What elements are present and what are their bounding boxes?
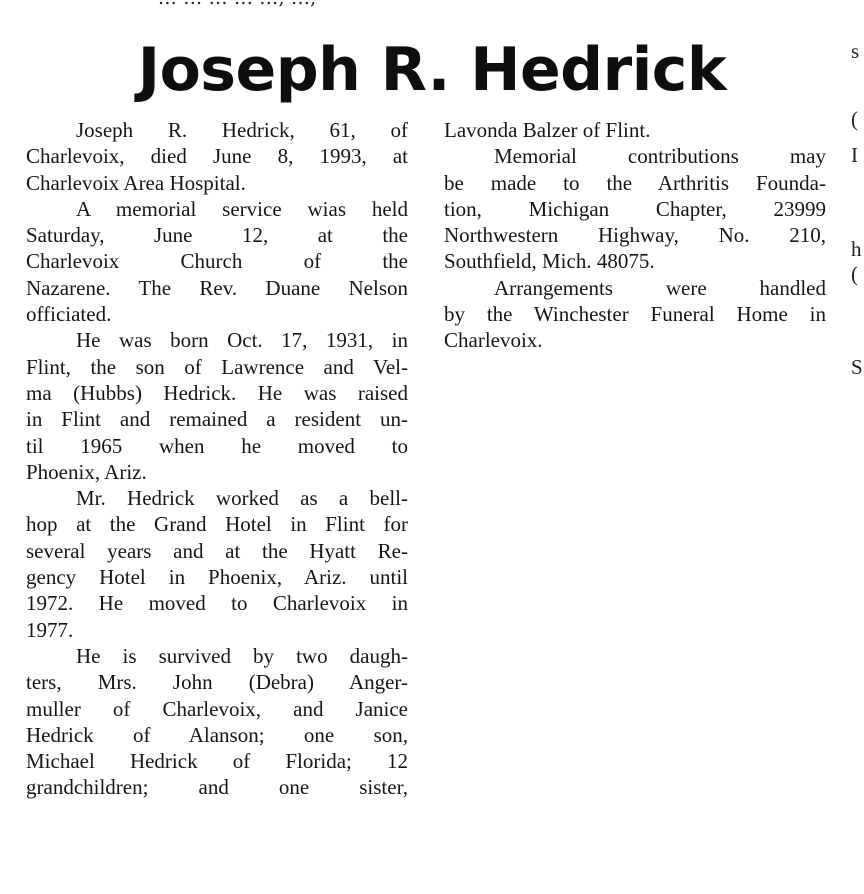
obituary-paragraph-arrangements xyxy=(444,275,826,354)
text-line: ters, Mrs. John (Debra) Anger- xyxy=(26,670,408,695)
text-line: He was born Oct. 17, 1931, in xyxy=(76,328,408,353)
text-line: grandchildren; and one sister, xyxy=(26,775,408,800)
obituary-paragraph-survivors-continued xyxy=(444,117,826,143)
text-line: Memorial contributions may xyxy=(494,144,826,169)
text-line: Saturday, June 12, at the xyxy=(26,223,408,248)
obituary-headline: Joseph R. Hedrick xyxy=(137,35,727,105)
obituary-paragraph-memorial-contributions xyxy=(444,143,826,274)
text-line: A memorial service wias held xyxy=(76,196,408,221)
text-line: Northwestern Highway, No. 210, xyxy=(444,223,826,248)
obituary-paragraph-birth xyxy=(26,327,408,485)
text-line: gency Hotel in Phoenix, Ariz. until xyxy=(26,565,408,590)
text-line: hop at the Grand Hotel in Flint for xyxy=(26,512,408,537)
edge-fragment: I xyxy=(851,143,858,167)
text-line: 1977. xyxy=(26,617,74,642)
text-line: be made to the Arthritis Founda- xyxy=(444,170,826,195)
text-line: Lavonda Balzer of Flint. xyxy=(444,118,651,142)
text-line: Nazarene. The Rev. Duane Nelson xyxy=(26,275,408,300)
text-line: Joseph R. Hedrick, 61, of xyxy=(76,118,408,142)
text-line: Michael Hedrick of Florida; 12 xyxy=(26,749,408,774)
edge-fragment: ( xyxy=(851,107,858,131)
text-line: tion, Michigan Chapter, 23999 xyxy=(444,196,826,221)
text-line: Hedrick of Alanson; one son, xyxy=(26,722,408,747)
text-line: Charlevoix. xyxy=(444,328,543,353)
obituary-paragraph-survivors xyxy=(26,643,408,801)
text-line: Phoenix, Ariz. xyxy=(26,459,147,484)
edge-fragment: S xyxy=(851,355,863,379)
edge-fragment: h xyxy=(851,237,862,261)
text-line: muller of Charlevoix, and Janice xyxy=(26,696,408,721)
text-line: Mr. Hedrick worked as a bell- xyxy=(76,486,408,511)
text-line: til 1965 when he moved to xyxy=(26,433,408,458)
text-line: several years and at the Hyatt Re- xyxy=(26,538,408,563)
text-line: Southfield, Mich. 48075. xyxy=(444,249,655,274)
text-line: He is survived by two daugh- xyxy=(76,643,408,668)
edge-fragment: s xyxy=(851,39,860,63)
text-line: officiated. xyxy=(26,302,112,327)
obituary-left-column xyxy=(26,117,408,801)
obituary-paragraph-memorial-service xyxy=(26,196,408,327)
text-line: Arrangements were handled xyxy=(494,275,826,300)
text-line: Flint, the son of Lawrence and Vel- xyxy=(26,354,408,379)
text-line: by the Winchester Funeral Home in xyxy=(444,302,826,327)
text-line: in Flint and remained a resident un- xyxy=(26,407,408,432)
obituary-paragraph-death-notice xyxy=(26,117,408,196)
text-line: ma (Hubbs) Hedrick. He was raised xyxy=(26,380,408,405)
text-line: Charlevoix Area Hospital. xyxy=(26,170,246,195)
obituary-right-column xyxy=(444,117,826,354)
edge-fragment: ( xyxy=(851,262,858,286)
text-line: Charlevoix, died June 8, 1993, at xyxy=(26,144,408,169)
text-line: Charlevoix Church of the xyxy=(26,249,408,274)
cropped-previous-article-text xyxy=(158,0,317,9)
text-line: 1972. He moved to Charlevoix in xyxy=(26,591,408,616)
obituary-paragraph-career xyxy=(26,485,408,643)
